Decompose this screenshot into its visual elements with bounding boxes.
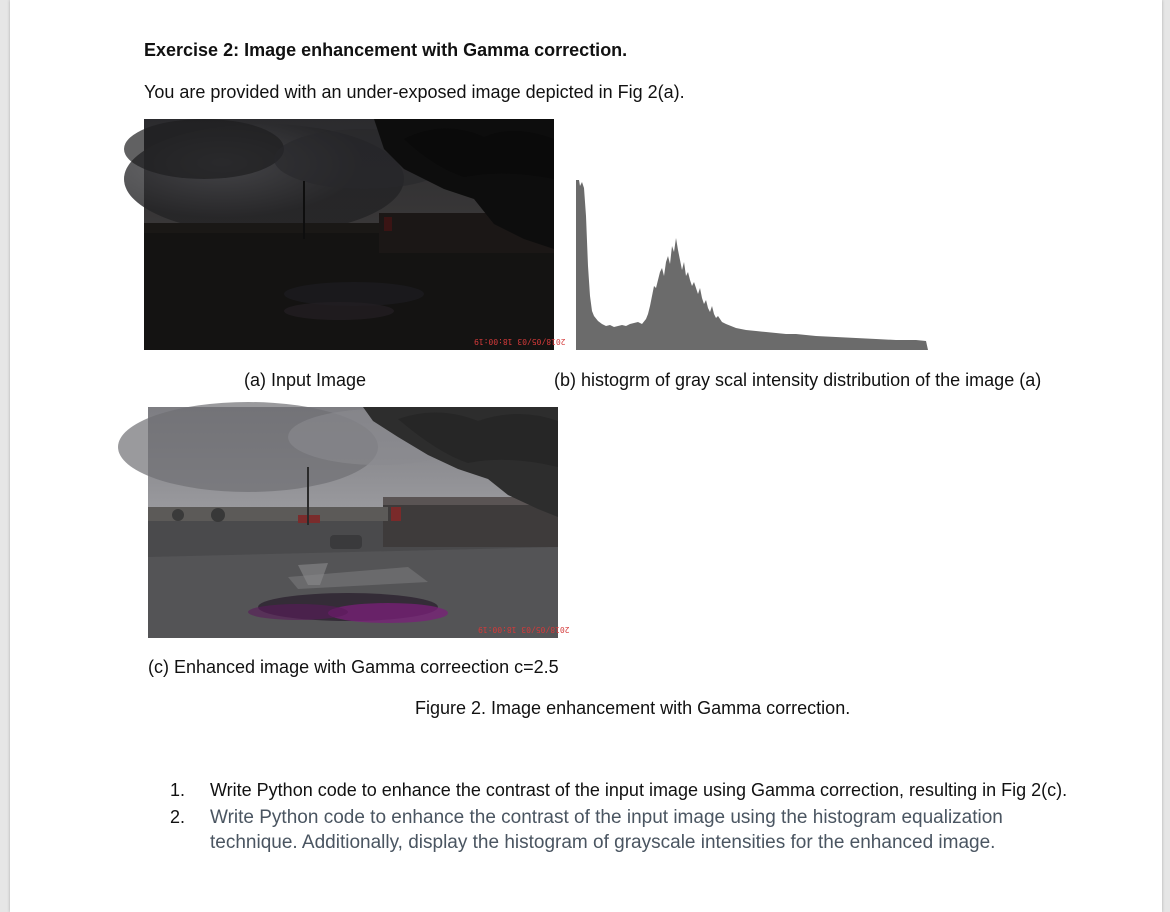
- list-item: [170, 778, 1090, 803]
- task-number: 1.: [170, 780, 186, 800]
- list-item: [170, 805, 1090, 855]
- task-list: [170, 778, 1090, 857]
- task-text: Write Python code to enhance the contrast of the input image using the histogram equalization technique. Additionally, display the histogram of grayscale intensities for the enhanced image.: [210, 807, 1003, 853]
- histogram-area: [576, 180, 928, 350]
- exercise-heading: Exercise 2: Image enhancement with Gamma correction.: [144, 40, 628, 60]
- task-number: 2.: [170, 807, 186, 827]
- timestamp-label-a: 2018/05/03 18:00:19: [474, 337, 566, 346]
- caption-c: (c) Enhanced image with Gamma correection c=2.5: [148, 657, 559, 677]
- histogram-chart: [576, 176, 928, 350]
- enhanced-image: [148, 407, 570, 638]
- caption-b: (b) histogrm of gray scal intensity distribution of the image (a): [554, 370, 1042, 390]
- caption-a: (a) Input Image: [244, 370, 367, 390]
- figure-caption: Figure 2. Image enhancement with Gamma correction.: [415, 698, 851, 718]
- task-text: Write Python code to enhance the contrast of the input image using Gamma correction, resulting in Fig 2(c).: [210, 780, 1068, 800]
- intro-paragraph: You are provided with an under-exposed image depicted in Fig 2(a).: [144, 82, 685, 102]
- input-image: [144, 119, 566, 350]
- timestamp-label-c: 2018/05/03 18:00:19: [478, 625, 570, 634]
- document-page: [10, 0, 1162, 912]
